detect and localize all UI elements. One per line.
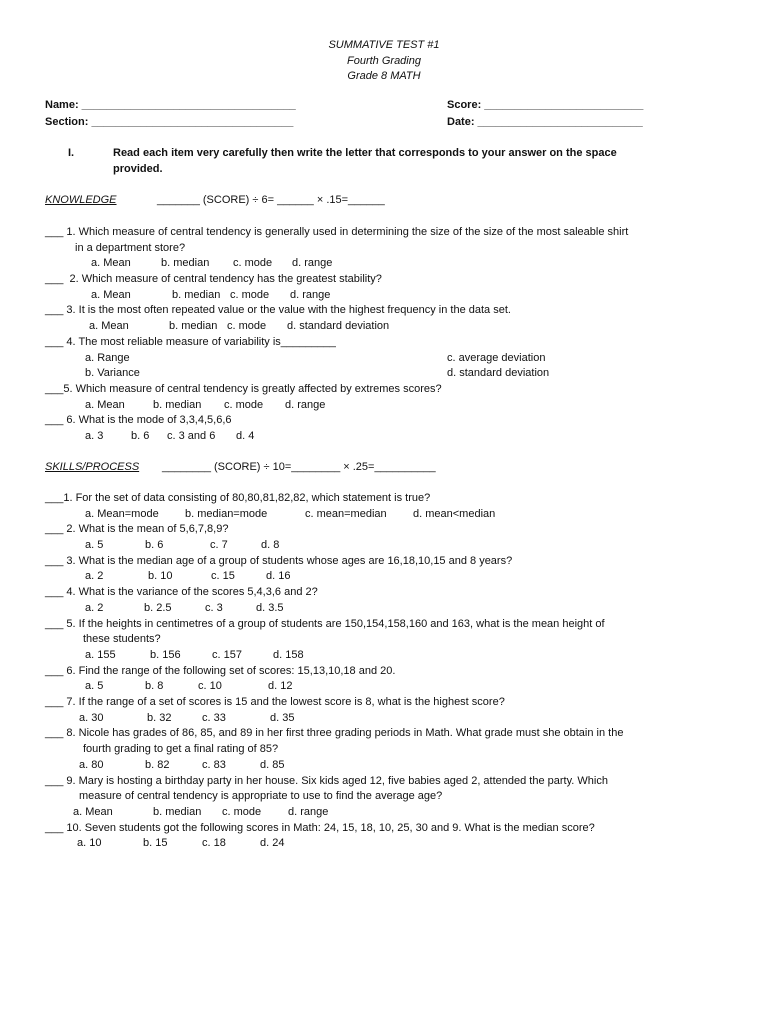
choice-c[interactable]: c. mode <box>227 320 267 333</box>
instructions-line: Read each item very carefully then write the letter that corresponds to your answer on the space <box>113 147 617 159</box>
choice-b[interactable]: b. 10 <box>148 570 173 583</box>
choice-a[interactable]: a. Mean <box>73 805 113 818</box>
question-text: ___ 3. What is the median age of a group of students whose ages are 16,18,10,15 and 8 years? <box>45 554 513 567</box>
choices-row <box>45 319 735 335</box>
knowledge-title: KNOWLEDGE <box>45 194 117 206</box>
question-text: ___ 2. What is the mean of 5,6,7,8,9? <box>45 523 229 536</box>
choices-row <box>45 538 735 554</box>
skills-score-formula: ________ (SCORE) ÷ 10=________ × .25=__________ <box>162 461 436 473</box>
choice-c[interactable]: c. 3 and 6 <box>167 430 216 443</box>
choice-a[interactable]: a. 155 <box>85 648 116 661</box>
question-text-cont: these students? <box>83 633 161 646</box>
choice-d[interactable]: d. range <box>288 805 329 818</box>
subject: Grade 8 MATH <box>347 70 421 82</box>
name-field[interactable]: Name: ___________________________________ <box>45 99 296 111</box>
choice-a[interactable]: a. 10 <box>77 837 102 850</box>
question-text: ___ 5. If the heights in centimetres of a group of students are 150,154,158,160 and 163, what is the mean height of <box>45 617 605 630</box>
choices-row <box>45 569 735 585</box>
knowledge-score-formula: _______ (SCORE) ÷ 6= ______ × .15=______ <box>157 194 385 206</box>
choice-a[interactable]: a. 2 <box>85 601 104 614</box>
choice-a[interactable]: a. 5 <box>85 680 104 693</box>
choice-a[interactable]: a. Mean <box>85 398 125 411</box>
student-fields <box>45 98 725 132</box>
choice-b[interactable]: b. median <box>161 257 210 270</box>
choices-row <box>45 601 735 617</box>
instructions-line: provided. <box>113 162 163 175</box>
choice-d[interactable]: d. 3.5 <box>256 601 284 614</box>
choice-c[interactable]: c. 18 <box>202 837 226 850</box>
choice-b[interactable]: b. 6 <box>131 430 150 443</box>
question-text: ___ 6. Find the range of the following set of scores: 15,13,10,18 and 20. <box>45 664 396 677</box>
choice-b[interactable]: b. 156 <box>150 648 181 661</box>
grading-period: Fourth Grading <box>347 54 421 67</box>
question-text-cont: fourth grading to get a final rating of 85? <box>83 743 279 756</box>
choice-c[interactable]: c. 33 <box>202 711 226 724</box>
skills-section-header <box>45 460 436 476</box>
choice-b[interactable]: b. median=mode <box>185 507 268 520</box>
choice-a[interactable]: a. 30 <box>79 711 104 724</box>
question <box>45 774 735 805</box>
choices-row <box>45 836 735 852</box>
choice-b[interactable]: b. median <box>153 398 202 411</box>
choice-d[interactable]: d. 12 <box>268 680 293 693</box>
choices-row <box>45 351 735 367</box>
choice-d[interactable]: d. range <box>292 257 333 270</box>
choice-a[interactable]: a. Mean <box>89 320 129 333</box>
choice-d[interactable]: d. mean<median <box>413 507 496 520</box>
question-text: ___ 4. The most reliable measure of variability is_________ <box>45 335 336 348</box>
choice-c[interactable]: c. mode <box>224 398 264 411</box>
document-header <box>0 38 768 85</box>
choices-row <box>45 711 735 727</box>
choices-row <box>45 805 735 821</box>
choice-d[interactable]: d. 24 <box>260 837 285 850</box>
choice-d[interactable]: d. range <box>285 398 326 411</box>
choice-c[interactable]: c. mode <box>230 288 270 301</box>
choice-c[interactable]: c. mode <box>233 257 273 270</box>
choice-a[interactable]: a. 2 <box>85 570 104 583</box>
choice-a[interactable]: a. 80 <box>79 758 104 771</box>
choices-row <box>45 758 735 774</box>
choice-b[interactable]: b. 15 <box>143 837 168 850</box>
choice-c[interactable]: c. 15 <box>211 570 235 583</box>
choice-a[interactable]: a. Range <box>85 351 130 364</box>
choices-row <box>45 288 735 304</box>
instructions-number: I. <box>68 147 75 159</box>
choice-b[interactable]: b. median <box>169 320 218 333</box>
choice-b[interactable]: b. 32 <box>147 711 172 724</box>
choice-a[interactable]: a. Mean <box>91 257 131 270</box>
date-field[interactable]: Date: ___________________________ <box>447 116 643 128</box>
choice-a[interactable]: a. Mean=mode <box>85 507 159 520</box>
question-text: ___ 3. It is the most often repeated value or the value with the highest frequency in the data set. <box>45 304 511 317</box>
choices-row <box>45 429 735 445</box>
choice-c[interactable]: c. 10 <box>198 680 222 693</box>
choice-b[interactable]: b. 8 <box>145 680 164 693</box>
choice-d[interactable]: d. 35 <box>270 711 295 724</box>
section-field[interactable]: Section: _________________________________ <box>45 116 294 128</box>
knowledge-questions <box>45 225 735 445</box>
question-text: ___5. Which measure of central tendency is greatly affected by extremes scores? <box>45 382 442 395</box>
choices-row <box>45 507 735 523</box>
question-text-cont: in a department store? <box>75 241 186 254</box>
question-text: ___ 10. Seven students got the following scores in Math: 24, 15, 18, 10, 25, 30 and 9. What is the median score? <box>45 821 595 834</box>
choice-c[interactable]: c. 3 <box>205 601 223 614</box>
question-text: ___ 2. Which measure of central tendency has the greatest stability? <box>45 273 382 286</box>
choice-b[interactable]: b. 82 <box>145 758 170 771</box>
choice-d[interactable]: d. standard deviation <box>287 320 390 333</box>
question-text: ___ 4. What is the variance of the scores 5,4,3,6 and 2? <box>45 586 318 599</box>
skills-questions <box>45 491 735 852</box>
choice-d[interactable]: d. 8 <box>261 539 280 552</box>
knowledge-section-header <box>45 193 385 209</box>
choice-c[interactable]: c. mean=median <box>305 507 387 520</box>
question-text: ___ 1. Which measure of central tendency is generally used in determining the size of the size of the most saleable shirt <box>45 226 629 238</box>
choice-d[interactable]: d. 85 <box>260 758 285 771</box>
choice-c[interactable]: c. mode <box>222 805 262 818</box>
question-text: ___1. For the set of data consisting of 80,80,81,82,82, which statement is true? <box>45 492 431 504</box>
choices-row <box>45 366 735 382</box>
question <box>45 617 735 648</box>
choice-c[interactable]: c. 83 <box>202 758 226 771</box>
question <box>45 726 735 757</box>
choice-b[interactable]: b. median <box>172 288 221 301</box>
choice-b[interactable]: b. median <box>153 805 202 818</box>
choices-row <box>45 679 735 695</box>
question <box>45 225 735 256</box>
choice-b[interactable]: b. Variance <box>85 367 140 380</box>
skills-title: SKILLS/PROCESS <box>45 461 140 473</box>
choices-row <box>45 648 735 664</box>
choice-a[interactable]: a. 3 <box>85 430 104 443</box>
choice-a[interactable]: a. 5 <box>85 539 104 552</box>
choice-d[interactable]: d. range <box>290 288 331 301</box>
test-title: SUMMATIVE TEST #1 <box>328 39 440 51</box>
score-field[interactable]: Score: __________________________ <box>447 99 644 111</box>
choice-d[interactable]: d. 4 <box>236 430 255 443</box>
choice-a[interactable]: a. Mean <box>91 288 131 301</box>
choices-row <box>45 398 735 414</box>
question-text: ___ 6. What is the mode of 3,3,4,5,6,6 <box>45 414 232 427</box>
question-text: ___ 9. Mary is hosting a birthday party in her house. Six kids aged 12, five babies aged 2, attended the party. Which <box>45 774 608 787</box>
question-text-cont: measure of central tendency is appropriate to use to find the average age? <box>79 790 443 803</box>
question-text: ___ 8. Nicole has grades of 86, 85, and 89 in her first three grading periods in Math. What grade must she obtain in the <box>45 727 624 740</box>
choice-c[interactable]: c. 157 <box>212 648 242 661</box>
choice-b[interactable]: b. 6 <box>145 539 164 552</box>
choice-c[interactable]: c. 7 <box>210 539 228 552</box>
choice-b[interactable]: b. 2.5 <box>144 601 172 614</box>
choice-c[interactable]: c. average deviation <box>447 351 546 364</box>
choice-d[interactable]: d. standard deviation <box>447 367 550 380</box>
choice-d[interactable]: d. 158 <box>273 648 304 661</box>
choice-d[interactable]: d. 16 <box>266 570 291 583</box>
choices-row <box>45 256 735 272</box>
question-text: ___ 7. If the range of a set of scores is 15 and the lowest score is 8, what is the highest score? <box>45 696 505 709</box>
